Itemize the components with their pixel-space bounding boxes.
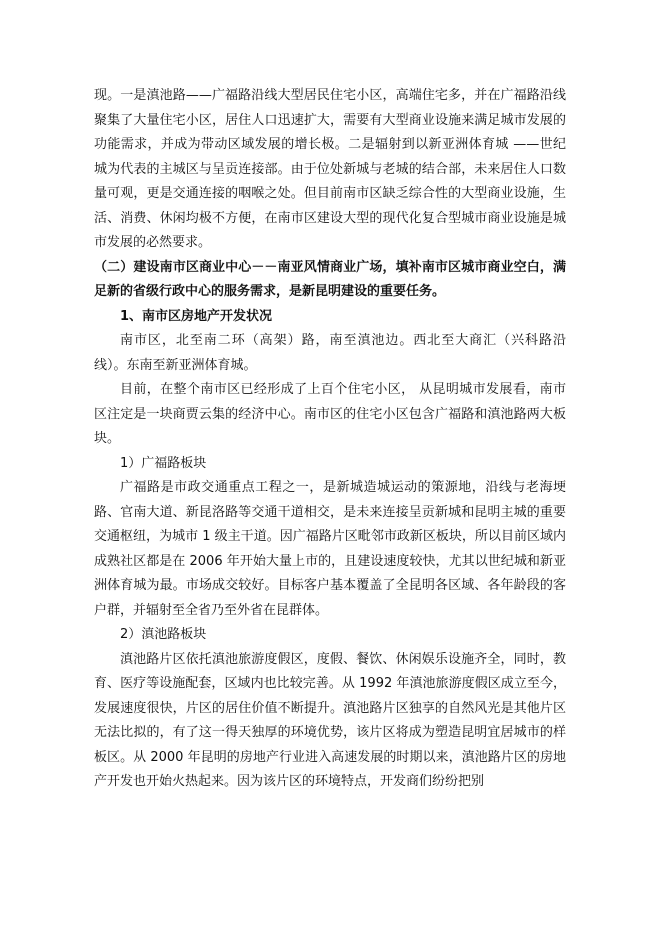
paragraph-guangfu-road: 广福路是市政交通重点工程之一，是新城造城运动的策源地，沿线与老海埂路、官南大道、新昆洛路等交通干道相交，是未来连接呈贡新城和昆明主城的重要交通枢纽，为城市 1 级主干道。因广福路片区毗邻市政新区板块，所以目前区域内成熟社区都是在 2006 年开始大量上市的，且建设速度较快，尤其以世纪城和新亚洲体育城为最。市场成交较好。目标客户基本覆盖了全昆明各区域、各年龄段的客户群，并辐射至全省乃至外省在昆群体。 bbox=[94, 480, 566, 618]
paragraph-overview: 目前，在整个南市区已经形成了上百个住宅小区， 从昆明城市发展看，南市区注定是一块商贾云集的经济中心。南市区的住宅小区包含广福路和滇池路两大板块。 bbox=[94, 382, 566, 446]
paragraph-dianchi-road: 滇池路片区依托滇池旅游度假区，度假、餐饮、休闲娱乐设施齐全，同时，教育、医疗等设施配套，区域内也比较完善。从 1992 年滇池旅游度假区成立至今，发展速度很快，片区的居住价值不断提升。滇池路片区独享的自然风光是其他片区无法比拟的，有了这一得天独厚的环境优势，该片区将成为塑造昆明宜居城市的样板区。从 2000 年昆明的房地产行业进入高速发展的时期以来，滇池路片区的房地产开发也开始火热起来。因为该片区的环境特点，开发商们纷纷把别 bbox=[94, 651, 566, 789]
paragraph-intro-continuation: 现。一是滇池路——广福路沿线大型居民住宅小区，高端住宅多，并在广福路沿线聚集了大量住宅小区，居住人口迅速扩大，需要有大型商业设施来满足城市发展的功能需求，并成为带动区域发展的增长极。二是辐射到以新亚洲体育城 ——世纪城为代表的主城区与呈贡连接部。由于位处新城与老城的结合部，未来居住人口数量可观，更是交通连接的咽喉之处。但目前南市区缺乏综合性的大型商业设施，生活、消费、休闲均极不方便，在南市区建设大型的现代化复合型城市商业设施是城市发展的必然要求。 bbox=[94, 88, 566, 250]
section-heading-2: （二）建设南市区商业中心－－南亚风情商业广场，填补南市区城市商业空白，满足新的省级行政中心的服务需求，是新昆明建设的重要任务。 bbox=[94, 259, 566, 299]
document-body bbox=[94, 84, 566, 795]
subsection-heading-1: 1、南市区房地产开发状况 bbox=[120, 308, 273, 324]
subheading-guangfu-road: 1）广福路板块 bbox=[120, 455, 207, 471]
subheading-dianchi-road: 2）滇池路板块 bbox=[120, 627, 207, 642]
paragraph-boundaries: 南市区，北至南二环（高架）路，南至滇池边。西北至大商汇（兴科路沿线）。东南至新亚洲体育城。 bbox=[94, 333, 566, 373]
